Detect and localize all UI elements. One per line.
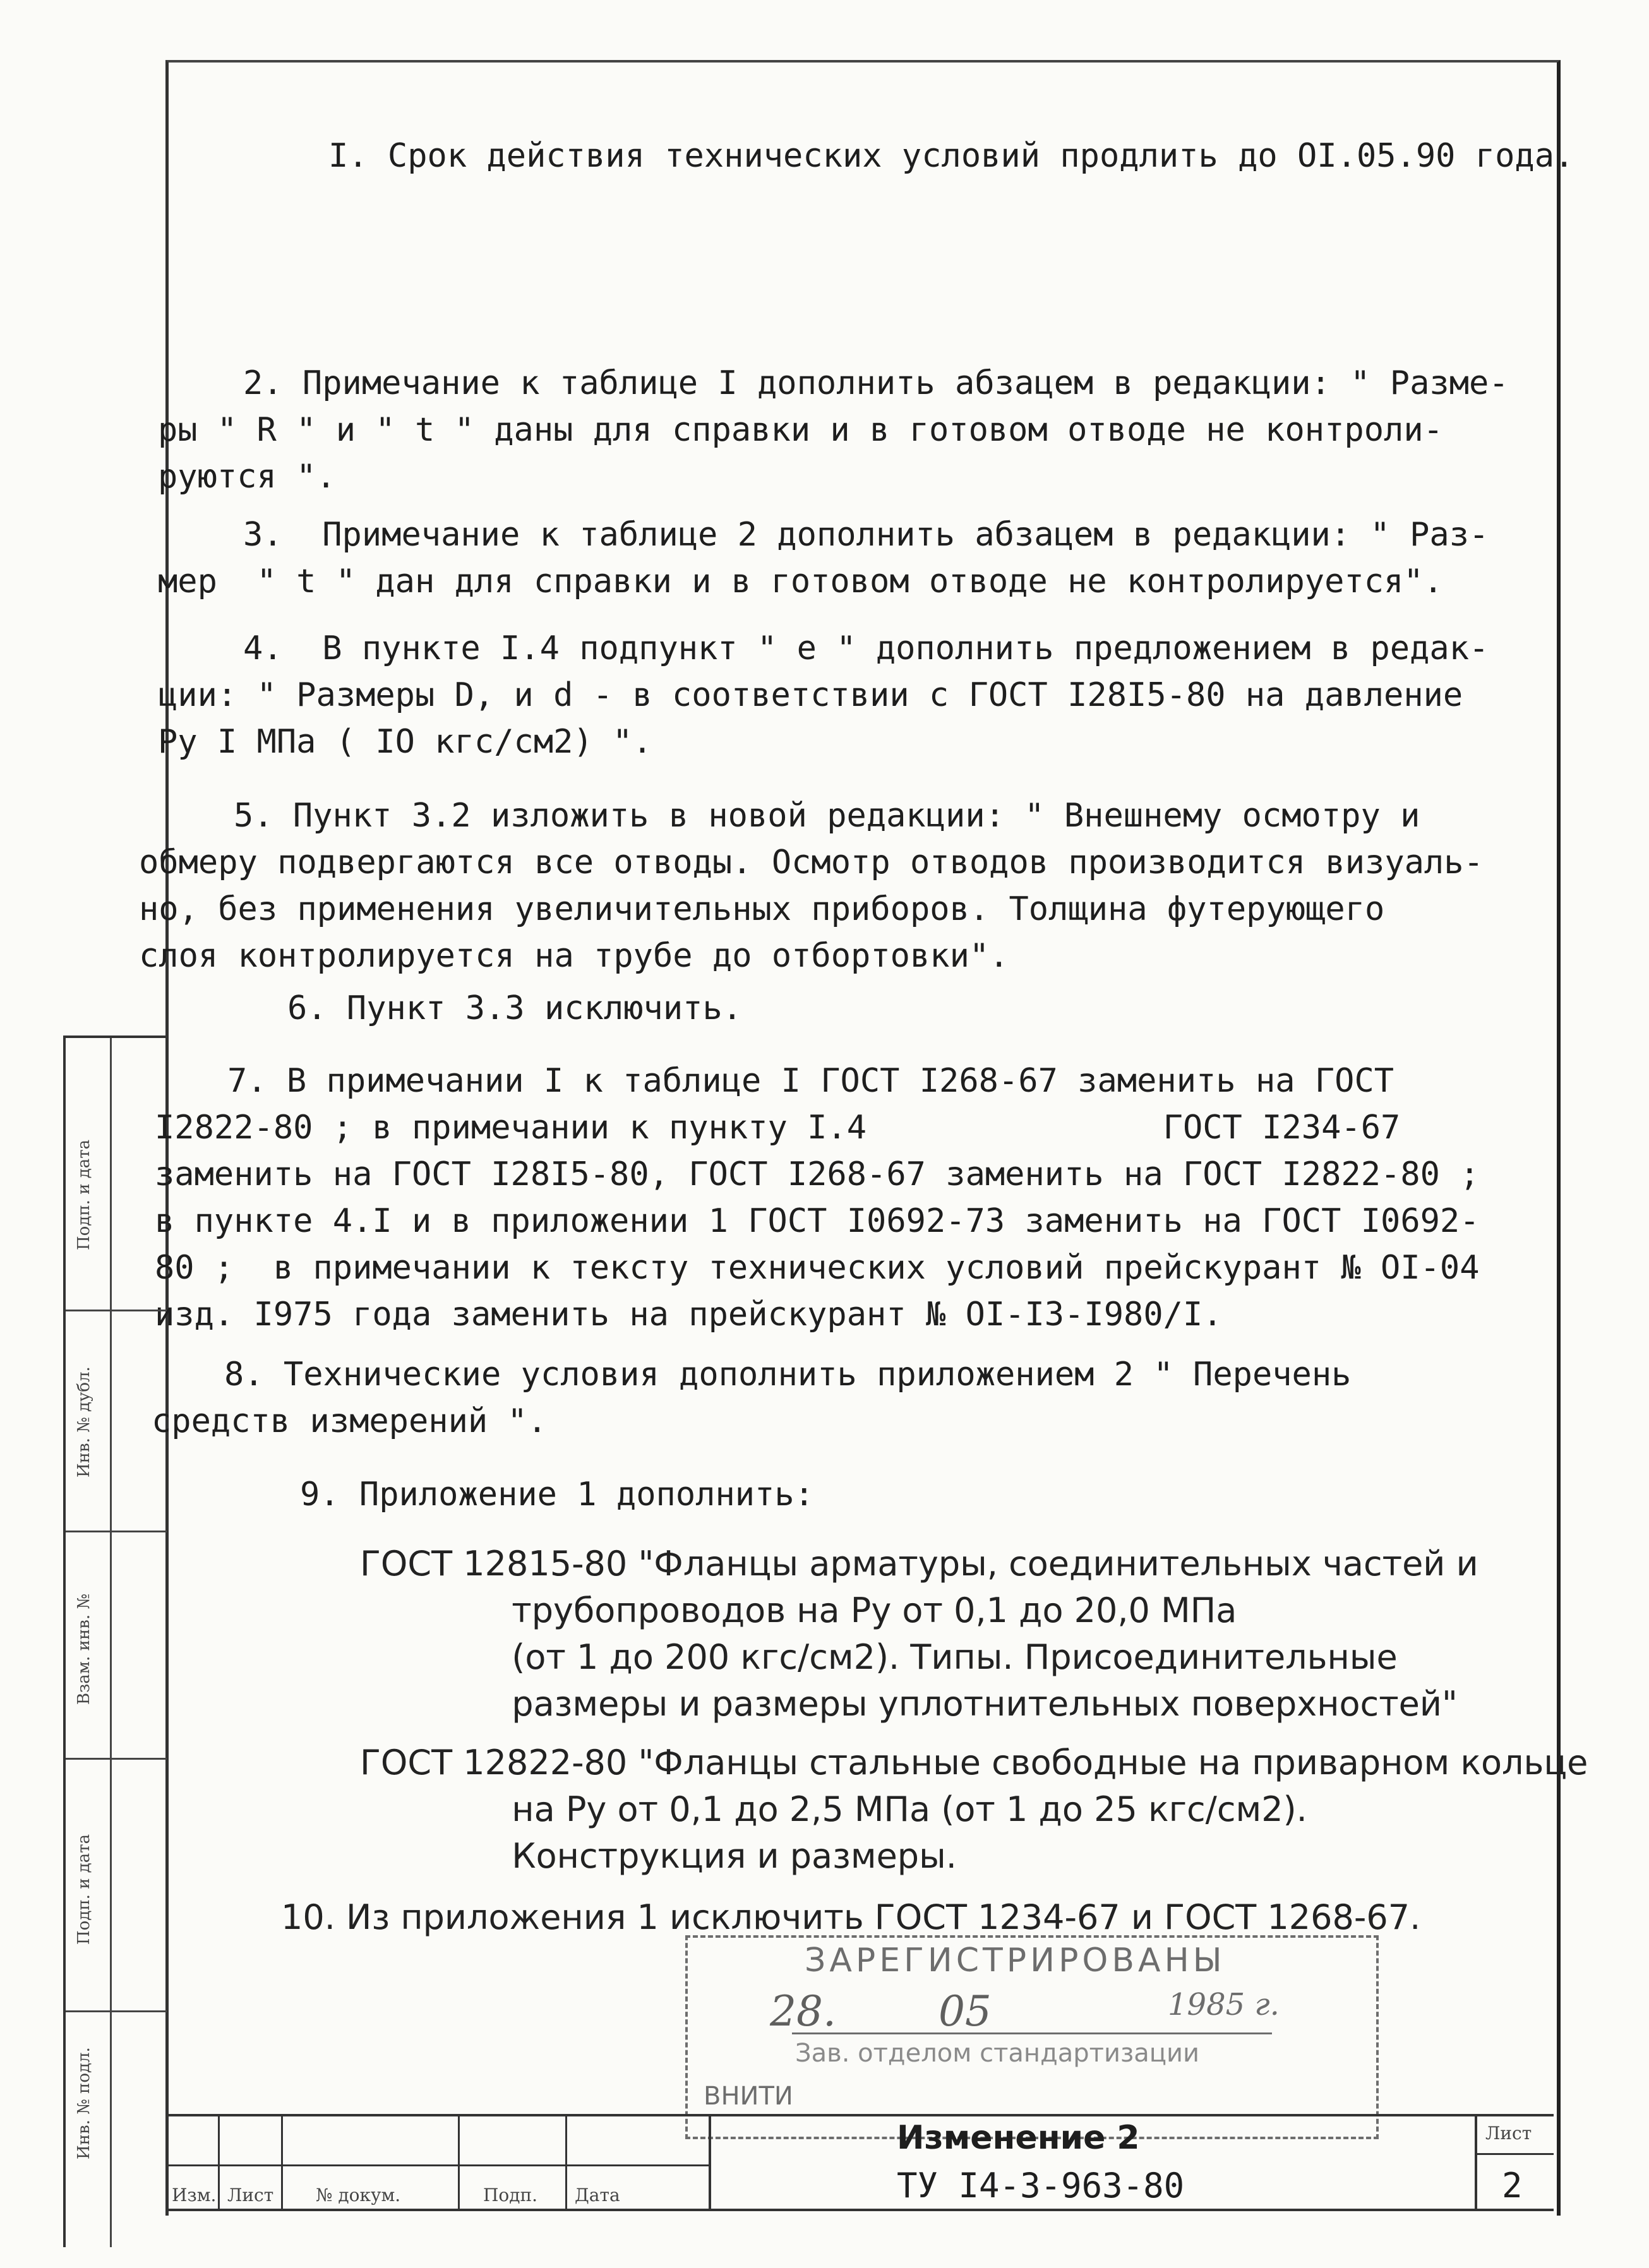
document-code: ТУ I4-3-963-80 bbox=[897, 2166, 1185, 2205]
text-line: 6. Пункт 3.3 исключить. bbox=[287, 989, 743, 1027]
clause-7 bbox=[155, 1058, 1480, 1338]
tb-col-signature: Подп. bbox=[483, 2185, 538, 2205]
text-line: ГОСТ 12815-80 "Фланцы арматуры, соединительных частей и bbox=[360, 1544, 1478, 1584]
text-line: 5. Пункт 3.2 изложить в новой редакции: " Внешнему осмотру и bbox=[234, 797, 1420, 835]
text-line: I. Срок действия технических условий продлить до OI.05.90 года. bbox=[328, 137, 1574, 175]
clause-3 bbox=[158, 511, 1489, 605]
text-line: 10. Из приложения 1 исключить ГОСТ 1234-67 и ГОСТ 1268-67. bbox=[281, 1897, 1421, 1937]
text-line: обмеру подвергаются все отводы. Осмотр отводов производится визуаль- bbox=[139, 844, 1484, 881]
text-line: 2. Примечание к таблице I дополнить абзацем в редакции: " Разме- bbox=[243, 364, 1509, 402]
sheet-number: 2 bbox=[1502, 2166, 1523, 2205]
text-line: I2822-80 ; в примечании к пункту I.4 ГОСТ I234-67 bbox=[155, 1109, 1401, 1147]
stamp-date-day: 28. bbox=[770, 1987, 836, 2036]
clause-1 bbox=[328, 133, 1574, 179]
text-line: средств измерений ". bbox=[152, 1402, 548, 1440]
text-line: 3. Примечание к таблице 2 дополнить абзацем в редакции: " Раз- bbox=[243, 516, 1489, 554]
clause-9 bbox=[300, 1471, 814, 1518]
stamp-title: ЗАРЕГИСТРИРОВАНЫ bbox=[805, 1942, 1226, 1979]
text-line: 4. В пункте I.4 подпункт " е " дополнить предложением в редак- bbox=[243, 630, 1489, 667]
clause-2 bbox=[158, 360, 1509, 500]
margin-label-original-inventory: Инв. № подл. bbox=[75, 2047, 93, 2159]
text-line: (от 1 до 200 кгс/см2). Типы. Присоединительные bbox=[360, 1637, 1398, 1677]
gost-12815-entry bbox=[360, 1541, 1478, 1728]
text-line: Конструкция и размеры. bbox=[360, 1836, 957, 1876]
stamp-department: Зав. отделом стандартизации bbox=[795, 2039, 1199, 2068]
clause-8 bbox=[152, 1351, 1352, 1445]
text-line: руются ". bbox=[158, 458, 336, 496]
tb-col-sheet: Лист bbox=[227, 2185, 274, 2205]
registration-stamp bbox=[685, 1935, 1379, 2139]
tb-col-change: Изм. bbox=[172, 2185, 217, 2205]
stamp-date bbox=[770, 1987, 1280, 2036]
text-line: размеры и размеры уплотнительных поверхностей" bbox=[360, 1684, 1458, 1724]
change-title: Изменение 2 bbox=[897, 2119, 1140, 2157]
text-line: 9. Приложение 1 дополнить: bbox=[300, 1476, 814, 1513]
clause-4 bbox=[158, 625, 1489, 765]
stamp-date-month: 05 bbox=[938, 1987, 992, 2036]
tb-col-date: Дата bbox=[575, 2185, 620, 2205]
clause-5 bbox=[139, 792, 1484, 979]
text-line: 7. В примечании I к таблице I ГОСТ I268-67 заменить на ГОСТ bbox=[227, 1062, 1394, 1100]
stamp-date-year: 1985 г. bbox=[1168, 1987, 1280, 2022]
sheet-label: Лист bbox=[1485, 2123, 1532, 2144]
stamp-institute: ВНИТИ bbox=[704, 2082, 793, 2111]
margin-label-dup-inventory: Инв. № дубл. bbox=[75, 1366, 93, 1477]
margin-label-replacement-inventory: Взам. инв. № bbox=[75, 1594, 93, 1705]
gost-12822-entry bbox=[360, 1740, 1588, 1880]
text-line: заменить на ГОСТ I28I5-80, ГОСТ I268-67 заменить на ГОСТ I2822-80 ; bbox=[155, 1155, 1480, 1193]
text-line: слоя контролируется на трубе до отбортовки". bbox=[139, 937, 1009, 975]
text-line: ГОСТ 12822-80 "Фланцы стальные свободные на приварном кольце bbox=[360, 1743, 1588, 1782]
text-line: трубопроводов на Ру от 0,1 до 20,0 МПа bbox=[360, 1591, 1237, 1630]
text-line: Ру I МПа ( IO кгс/см2) ". bbox=[158, 723, 652, 761]
text-line: 80 ; в примечании к тексту технических условий прейскурант № OI-04 bbox=[155, 1249, 1480, 1287]
text-line: ции: " Размеры D, и d - в соответствии с ГОСТ I28I5-80 на давление bbox=[158, 676, 1463, 714]
text-line: но, без применения увеличительных приборов. Толщина футерующего bbox=[139, 890, 1385, 928]
tb-col-doc-number: № докум. bbox=[316, 2185, 401, 2205]
margin-label-sign-date: Подп. и дата bbox=[75, 1139, 93, 1250]
text-line: изд. I975 года заменить на прейскурант № OI-I3-I980/I. bbox=[155, 1296, 1223, 1334]
text-line: 8. Технические условия дополнить приложением 2 " Перечень bbox=[224, 1356, 1352, 1394]
margin-label-sign-date-2: Подп. и дата bbox=[75, 1834, 93, 1945]
text-line: ры " R " и " t " даны для справки и в готовом отводе не контроли- bbox=[158, 411, 1443, 449]
text-line: мер " t " дан для справки и в готовом отводе не контролируется". bbox=[158, 563, 1443, 600]
text-line: в пункте 4.I и в приложении 1 ГОСТ I0692-73 заменить на ГОСТ I0692- bbox=[155, 1202, 1480, 1240]
clause-6 bbox=[287, 985, 742, 1032]
clause-10 bbox=[281, 1894, 1420, 1941]
text-line: на Ру от 0,1 до 2,5 МПа (от 1 до 25 кгс/см2). bbox=[360, 1789, 1307, 1829]
